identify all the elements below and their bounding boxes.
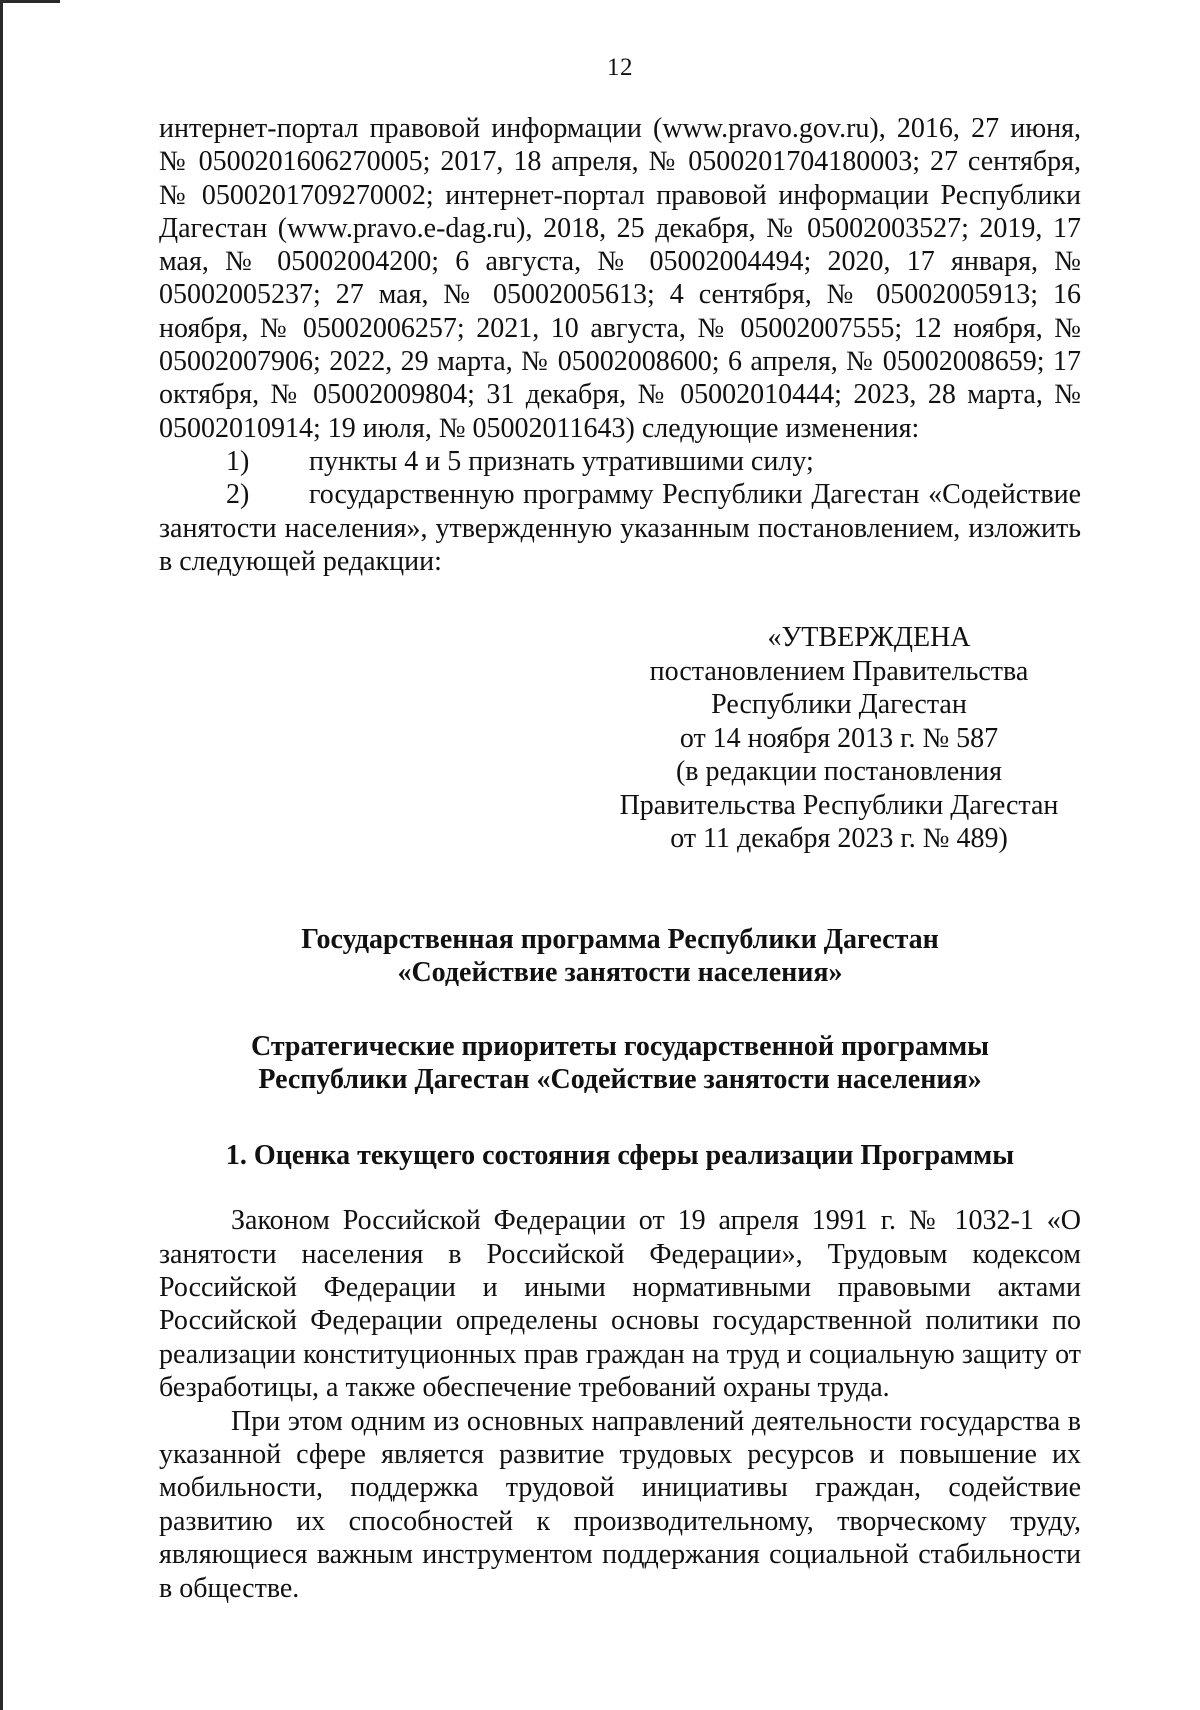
priorities-title-line: Стратегические приоритеты государственной программы	[250, 1030, 990, 1062]
program-title-line: Государственная программа Республики Дагестан	[301, 923, 939, 955]
list-item	[159, 478, 1081, 578]
approval-line-government: Правительства Республики Дагестан	[619, 789, 1059, 821]
scan-edge-top	[0, 0, 60, 3]
intro-paragraph: интернет-портал правовой информации (www.pravo.gov.ru), 2016, 27 июня, № 0500201606270005; 2017, 18 апреля, № 0500201704180003; 27 сентября, № 0500201709270002; интернет-портал правовой информации Республики Дагестан (www.pravo.e-dag.ru), 2018, 25 декабря, № 05002003527; 2019, 17 мая, № 05002004200; 6 августа, № 05002004494; 2020, 17 января, № 05002005237; 27 мая, № 05002005613; 4 сентября, № 05002005913; 16 ноября, № 05002006257; 2021, 10 августа, № 05002007555; 12 ноября, № 05002007906; 2022, 29 марта, № 05002008600; 6 апреля, № 05002008659; 17 октября, № 05002009804; 31 декабря, № 05002010444; 2023, 28 марта, № 05002010914; 19 июля, № 05002011643) следующие изменения:	[159, 113, 1081, 444]
approval-line-resolution: постановлением Правительства	[649, 655, 1029, 687]
list-item-text: пункты 4 и 5 признать утратившими силу;	[309, 445, 814, 477]
page-number: 12	[607, 54, 633, 81]
approval-line-edition: (в редакции постановления	[675, 756, 1003, 788]
priorities-title	[159, 1030, 1081, 1097]
approval-line-approved: «УТВЕРЖДЕНА	[767, 622, 971, 654]
program-title	[159, 923, 1081, 990]
document-content	[159, 112, 1081, 1605]
list-item-text: государственную программу Республики Дагестан «Содействие занятости населения», утвержденную указанным постановлением, изложить в следующей редакции:	[159, 479, 1081, 577]
scan-edge-left	[0, 0, 3, 1710]
list-item-number: 2)	[226, 479, 250, 511]
approval-line-edition-date: от 11 декабря 2023 г. № 489)	[670, 823, 1008, 855]
section-title: 1. Оценка текущего состояния сферы реализации Программы	[225, 1139, 1015, 1171]
approval-line-date: от 14 ноября 2013 г. № 587	[679, 722, 999, 754]
body-paragraph: Законом Российской Федерации от 19 апреля 1991 г. № 1032-1 «О занятости населения в Российской Федерации», Трудовым кодексом Российской Федерации и иными нормативными правовыми актами Российской Федерации определены основы государственной политики по реализации конституционных прав граждан на труд и социальную защиту от безработицы, а также обеспечение требований охраны труда.	[159, 1205, 1081, 1404]
section-body	[159, 1204, 1081, 1605]
list-item	[159, 445, 1081, 478]
approval-line-republic: Республики Дагестан	[711, 689, 967, 721]
approval-stamp-block	[599, 621, 1079, 856]
body-paragraph: При этом одним из основных направлений деятельности государства в указанной сфере является развитие трудовых ресурсов и повышение их мобильности, поддержка трудовой инициативы граждан, содействие развитию их способностей к производительному, творческому труду, являющиеся важным инструментом поддержания социальной стабильности в обществе.	[159, 1405, 1081, 1604]
list-item-number: 1)	[226, 445, 250, 477]
priorities-title-line: Республики Дагестан «Содействие занятости населения»	[258, 1064, 982, 1096]
program-title-line: «Содействие занятости населения»	[397, 957, 843, 989]
